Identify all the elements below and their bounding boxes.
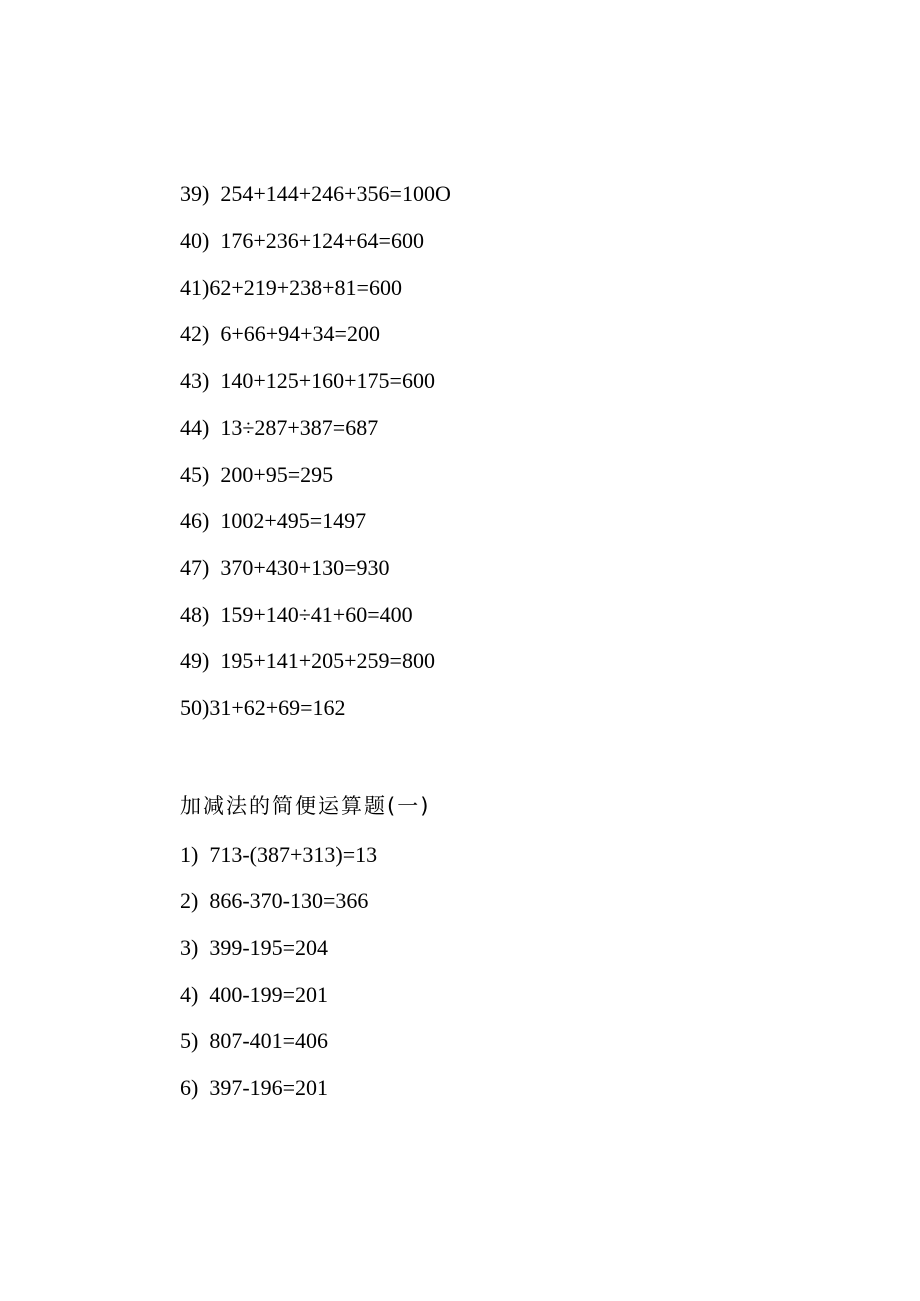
problem-43: 43) 140+125+160+175=600	[180, 368, 435, 393]
problem-40: 40) 176+236+124+64=600	[180, 228, 424, 253]
subtraction-problem-4: 4) 400-199=201	[180, 982, 329, 1007]
problem-39: 39) 254+144+246+356=100O	[180, 181, 451, 206]
section-heading: 加减法的简便运算题(一)	[180, 794, 431, 818]
problem-47: 47) 370+430+130=930	[180, 555, 390, 580]
problem-45: 45) 200+95=295	[180, 462, 334, 487]
problem-50: 50)31+62+69=162	[180, 695, 346, 720]
subtraction-problem-5: 5) 807-401=406	[180, 1028, 329, 1053]
subtraction-problem-2: 2) 866-370-130=366	[180, 888, 369, 913]
problem-42: 42) 6+66+94+34=200	[180, 321, 380, 346]
problem-44: 44) 13÷287+387=687	[180, 415, 379, 440]
subtraction-problem-6: 6) 397-196=201	[180, 1075, 329, 1100]
problem-46: 46) 1002+495=1497	[180, 508, 367, 533]
subtraction-problem-1: 1) 713-(387+313)=13	[180, 842, 378, 867]
problem-49: 49) 195+141+205+259=800	[180, 648, 435, 673]
subtraction-problem-3: 3) 399-195=204	[180, 935, 329, 960]
problem-41: 41)62+219+238+81=600	[180, 275, 402, 300]
problem-48: 48) 159+140÷41+60=400	[180, 602, 413, 627]
